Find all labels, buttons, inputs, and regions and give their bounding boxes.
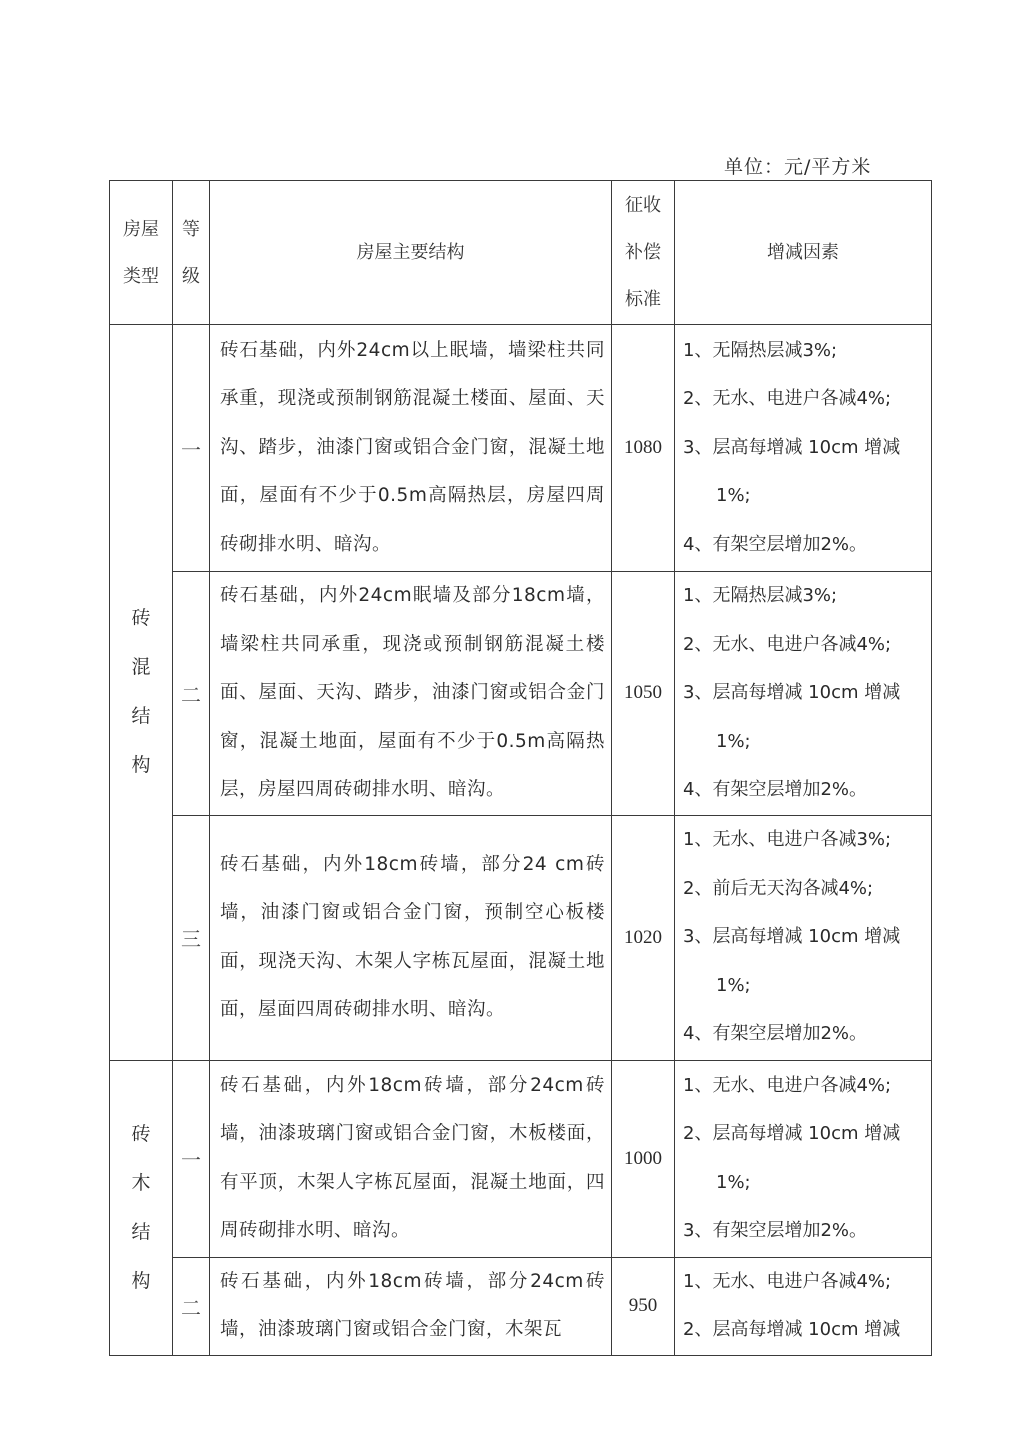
- structure-cell: 砖石基础，内外18cm砖墙，部分24cm砖墙，油漆玻璃门窗或铝合金门窗，木架瓦: [210, 1257, 612, 1355]
- factor-line: 1、无水、电进户各减4%;: [683, 1074, 892, 1096]
- factor-line: 1、无隔热层减3%;: [683, 585, 838, 606]
- structure-cell: 砖石基础，内外18cm砖墙，部分24 cm砖墙，油漆门窗或铝合金门窗，预制空心板楼面，现浇天沟、木架人字栋瓦屋面，混凝土地面，屋面四周砖砌排水明、暗沟。: [210, 815, 612, 1060]
- grade-cell: 一: [173, 1060, 210, 1257]
- standard-cell: 1050: [612, 572, 675, 816]
- factor-line: 1、无水、电进户各减3%;: [683, 829, 892, 851]
- table-row: [110, 572, 932, 816]
- house-type-cell: 砖 木 结 构: [110, 1060, 173, 1355]
- standard-cell: 1000: [612, 1060, 675, 1257]
- factor-line: 3、层高每增减 10cm 增减: [683, 682, 901, 703]
- factor-line: 3、层高每增减 10cm 增减: [683, 926, 901, 948]
- factor-line: 3、层高每增减 10cm 增减: [683, 436, 901, 458]
- grade-cell: 二: [173, 1257, 210, 1355]
- structure-cell: 砖石基础，内外24cm以上眠墙，墙梁柱共同承重，现浇或预制钢筋混凝土楼面、屋面、天沟、踏步，油漆门窗或铝合金门窗，混凝土地面，屋面有不少于0.5m高隔热层，房屋四周砖砌排水明、暗沟。: [210, 325, 612, 572]
- structure-cell: 砖石基础，内外18cm砖墙，部分24cm砖墙，油漆玻璃门窗或铝合金门窗，木板楼面，有平顶，木架人字栋瓦屋面，混凝土地面，四周砖砌排水明、暗沟。: [210, 1060, 612, 1257]
- table-row: [110, 1257, 932, 1355]
- factor-line: 1、无水、电进户各减4%;: [683, 1270, 892, 1292]
- factor-line: 4、有架空层增加2%。: [683, 1023, 868, 1045]
- grade-cell: 一: [173, 325, 210, 572]
- factor-line: 2、层高每增减 10cm 增减: [683, 1319, 901, 1340]
- standard-cell: 1020: [612, 815, 675, 1060]
- table-header-row: [110, 181, 932, 325]
- factor-line: 2、前后无天沟各减4%;: [683, 877, 874, 899]
- unit-label: 单位：元/平方米: [724, 156, 872, 178]
- table-row: [110, 815, 932, 1060]
- factors-cell: [675, 325, 932, 572]
- standard-cell: 1080: [612, 325, 675, 572]
- factor-line: 1%;: [716, 485, 751, 507]
- factor-line: 2、无水、电进户各减4%;: [683, 633, 892, 655]
- factor-line: 2、层高每增减 10cm 增减: [683, 1123, 901, 1144]
- factors-cell: [675, 572, 932, 816]
- factor-line: 3、有架空层增加2%。: [683, 1220, 868, 1241]
- factor-line: 4、有架空层增加2%。: [683, 533, 868, 555]
- factor-line: 4、有架空层增加2%。: [683, 779, 868, 800]
- factor-line: 1%;: [716, 974, 751, 996]
- table-row: [110, 325, 932, 572]
- factors-cell: [675, 1060, 932, 1257]
- grade-cell: 三: [173, 815, 210, 1060]
- header-grade: 等 级: [173, 181, 210, 325]
- house-type-cell: 砖 混 结 构: [110, 325, 173, 1061]
- factor-line: 1%;: [716, 730, 751, 752]
- table-row: [110, 1060, 932, 1257]
- factors-cell: [675, 815, 932, 1060]
- header-standard: 征收 补偿 标准: [612, 181, 675, 325]
- factor-line: 1、无隔热层减3%;: [683, 339, 838, 361]
- header-structure: 房屋主要结构: [210, 181, 612, 325]
- factors-cell: [675, 1257, 932, 1355]
- header-house-type: 房屋 类型: [110, 181, 173, 325]
- grade-cell: 二: [173, 572, 210, 816]
- factor-line: 1%;: [716, 1171, 751, 1193]
- structure-cell: 砖石基础，内外24cm眠墙及部分18cm墙，墙梁柱共同承重，现浇或预制钢筋混凝土楼面、屋面、天沟、踏步，油漆门窗或铝合金门窗，混凝土地面，屋面有不少于0.5m高隔热层，房屋四周砖砌排水明、暗沟。: [210, 572, 612, 816]
- compensation-table: [109, 180, 932, 1356]
- standard-cell: 950: [612, 1257, 675, 1355]
- header-factors: 增减因素: [675, 181, 932, 325]
- factor-line: 2、无水、电进户各减4%;: [683, 388, 892, 410]
